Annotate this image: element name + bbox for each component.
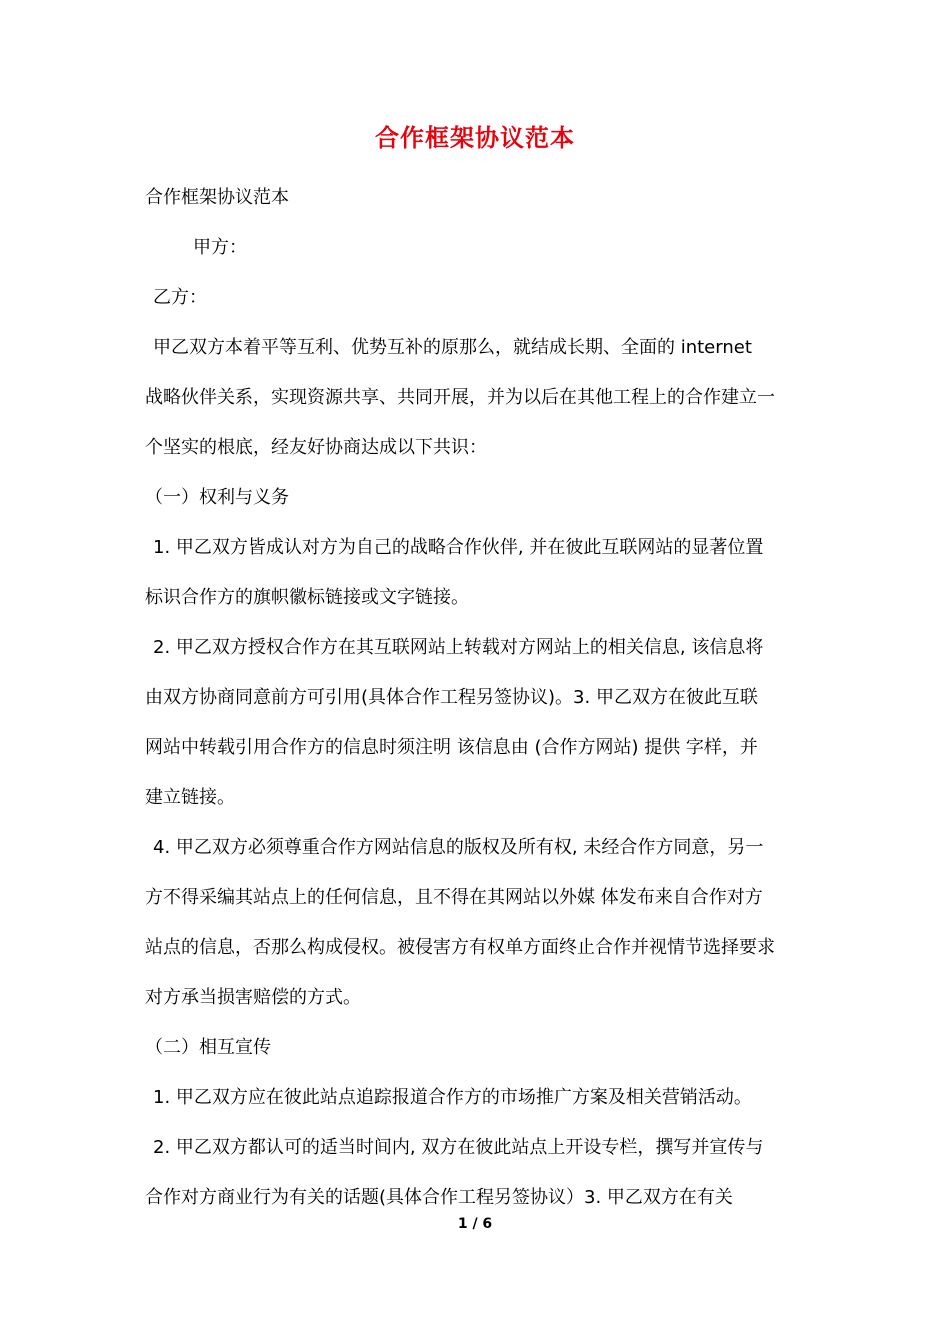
- page-indicator: 1 / 6: [457, 1216, 493, 1232]
- body-line: 1. 甲乙双方应在彼此站点追踪报道合作方的市场推广方案及相关营销活动。: [153, 1087, 752, 1108]
- body-line: 战略伙伴关系，实现资源共享、共同开展，并为以后在其他工程上的合作建立一: [145, 387, 775, 408]
- body-line: 方不得采编其站点上的任何信息，且不得在其网站以外媒 体发布来自合作对方: [145, 887, 763, 908]
- body-line: 2. 甲乙双方授权合作方在其互联网站上转载对方网站上的相关信息, 该信息将: [153, 637, 764, 658]
- document-title: 合作框架协议范本: [375, 124, 575, 152]
- body-line: 甲乙双方本着平等互利、优势互补的原那么，就结成长期、全面的 internet: [153, 337, 752, 358]
- body-line: 个坚实的根底，经友好协商达成以下共识：: [145, 437, 487, 458]
- section-heading: （一）权利与义务: [145, 487, 289, 508]
- body-line: 2. 甲乙双方都认可的适当时间内, 双方在彼此站点上开设专栏，撰写并宣传与: [153, 1137, 764, 1158]
- document-body: [145, 178, 810, 1228]
- body-line: 网站中转载引用合作方的信息时须注明 该信息由 (合作方网站) 提供 字样，并: [145, 737, 758, 758]
- body-line: 合作框架协议范本: [145, 187, 289, 208]
- body-line: 站点的信息，否那么构成侵权。被侵害方有权单方面终止合作并视情节选择要求: [145, 937, 775, 958]
- body-line: 由双方协商同意前方可引用(具体合作工程另签协议)。3. 甲乙双方在彼此互联: [145, 687, 758, 708]
- section-heading: （二）相互宣传: [145, 1037, 271, 1058]
- body-line: 合作对方商业行为有关的话题(具体合作工程另签协议）3. 甲乙双方在有关: [145, 1187, 733, 1208]
- body-line: 对方承当损害赔偿的方式。: [145, 987, 361, 1008]
- body-line: 乙方：: [153, 287, 207, 308]
- body-line: 建立链接。: [145, 787, 235, 808]
- body-line: 甲方：: [193, 237, 247, 258]
- body-line: 1. 甲乙双方皆成认对方为自己的战略合作伙伴, 并在彼此互联网站的显著位置: [153, 537, 764, 558]
- body-line: 标识合作方的旗帜徽标链接或文字链接。: [145, 587, 469, 608]
- body-line: 4. 甲乙双方必须尊重合作方网站信息的版权及所有权, 未经合作方同意，另一: [153, 837, 764, 858]
